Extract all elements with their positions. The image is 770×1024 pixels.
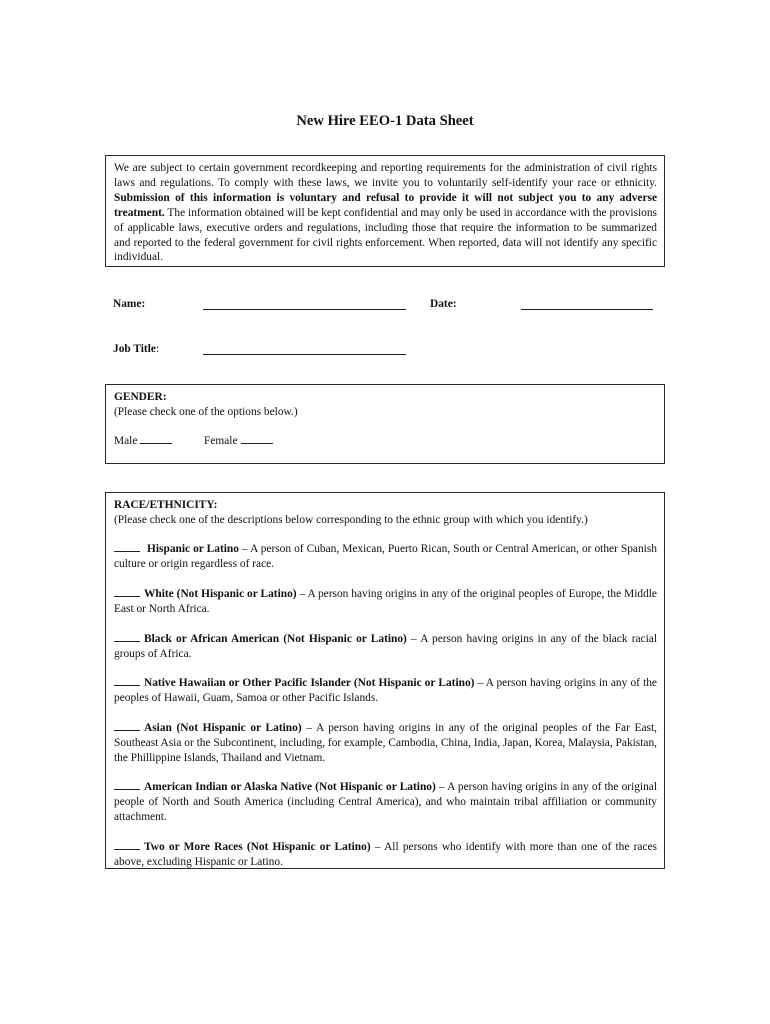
race-option-name: White (Not Hispanic or Latino) [144,588,297,601]
race-instruction: (Please check one of the descriptions below corresponding to the ethnic group with which you identify.) [114,513,588,526]
checkbox-line[interactable] [114,632,140,642]
male-checkbox-line[interactable] [140,434,172,444]
checkbox-line[interactable] [114,542,140,552]
race-option-desc: – All persons who identify with more than one of the races above, excluding Hispanic or Latino. [114,840,657,868]
race-option-two-or-more[interactable] [114,840,657,870]
race-option-desc: – A person having origins in any of the original peoples of the Far East, Southeast Asia or the Subcontinent, including, for example, Cambodia, China, India, Japan, Korea, Malaysia, Pakistan, the Phillippine Islands, Thailand and Vietnam. [114,721,657,764]
intro-paragraph [114,161,657,265]
race-option-white[interactable] [114,587,657,617]
job-title-label-text: Job Title [113,343,156,355]
race-heading [114,498,657,513]
race-heading-text: RACE/ETHNICITY: [114,499,218,511]
race-option-native-hawaiian[interactable] [114,676,657,706]
race-option-desc: – A person having origins in any of the black racial groups of Africa. [114,632,658,660]
gender-section [105,384,665,464]
date-label: Date: [430,298,457,310]
gender-options [114,434,657,449]
job-title-colon: : [155,343,160,355]
checkbox-line[interactable] [114,587,140,597]
race-option-name: Asian (Not Hispanic or Latino) [144,721,302,734]
race-option-hispanic[interactable] [114,542,657,572]
name-label: Name: [113,298,146,310]
male-label: Male [114,435,138,448]
race-option-desc: – A person having origins in any of the peoples of Hawaii, Guam, Samoa or other Pacific Islands. [114,677,657,705]
checkbox-line[interactable] [114,840,140,850]
race-option-name: Black or African American (Not Hispanic or Latino) [144,632,407,645]
race-option-name: Two or More Races (Not Hispanic or Latino) [144,840,371,853]
gender-heading-text: GENDER: [114,391,167,403]
checkbox-line[interactable] [114,721,140,731]
race-options-list [114,542,657,869]
male-option[interactable] [114,434,204,449]
intro-text-part1: We are subject to certain government recordkeeping and reporting requirements for the administration of civil rights laws and regulations. To comply with these laws, we invite you to voluntarily self-identify your race or ethnicity. [114,162,657,189]
race-option-asian[interactable] [114,721,657,766]
race-option-desc: – A person of Cuban, Mexican, Puerto Rican, South or Central American, or other Spanish culture or origin regardless of race. [114,543,657,571]
race-option-desc: – A person having origins in any of the original people of North and South America (including Central America), and who maintain tribal affiliation or community attachment. [114,781,658,824]
race-option-desc: – A person having origins in any of the original peoples of Europe, the Middle East or North Africa. [114,588,657,615]
checkbox-line[interactable] [114,780,140,790]
intro-text-part2: The information obtained will be kept confidential and may only be used in accordance with the provisions of applicable laws, executive orders and regulations, including those that require the information to be summarized and reported to the federal government for civil rights enforcement. When reported, data will not identify any specific individual. [114,206,657,264]
job-title-label [113,342,159,357]
intro-bold-statement: Submission of this information is voluntary and refusal to provide it will not subject you to any adverse treatment. [114,191,657,219]
race-option-name: Hispanic or Latino [147,543,239,556]
page-title: New Hire EEO-1 Data Sheet [296,113,474,129]
female-checkbox-line[interactable] [241,434,273,444]
female-option[interactable] [204,434,273,449]
name-input-line[interactable] [203,309,406,310]
race-option-american-indian[interactable] [114,780,657,825]
checkbox-line[interactable] [114,676,140,686]
female-label: Female [204,435,238,448]
race-option-name: Native Hawaiian or Other Pacific Islander (Not Hispanic or Latino) [144,677,475,690]
race-option-name: American Indian or Alaska Native (Not Hispanic or Latino) [144,781,436,794]
gender-heading [114,390,657,405]
intro-notice-box [105,155,665,267]
gender-instruction: (Please check one of the options below.) [114,405,298,418]
race-option-black[interactable] [114,632,657,662]
job-title-input-line[interactable] [203,354,406,355]
race-ethnicity-section [105,492,665,869]
date-input-line[interactable] [521,309,653,310]
